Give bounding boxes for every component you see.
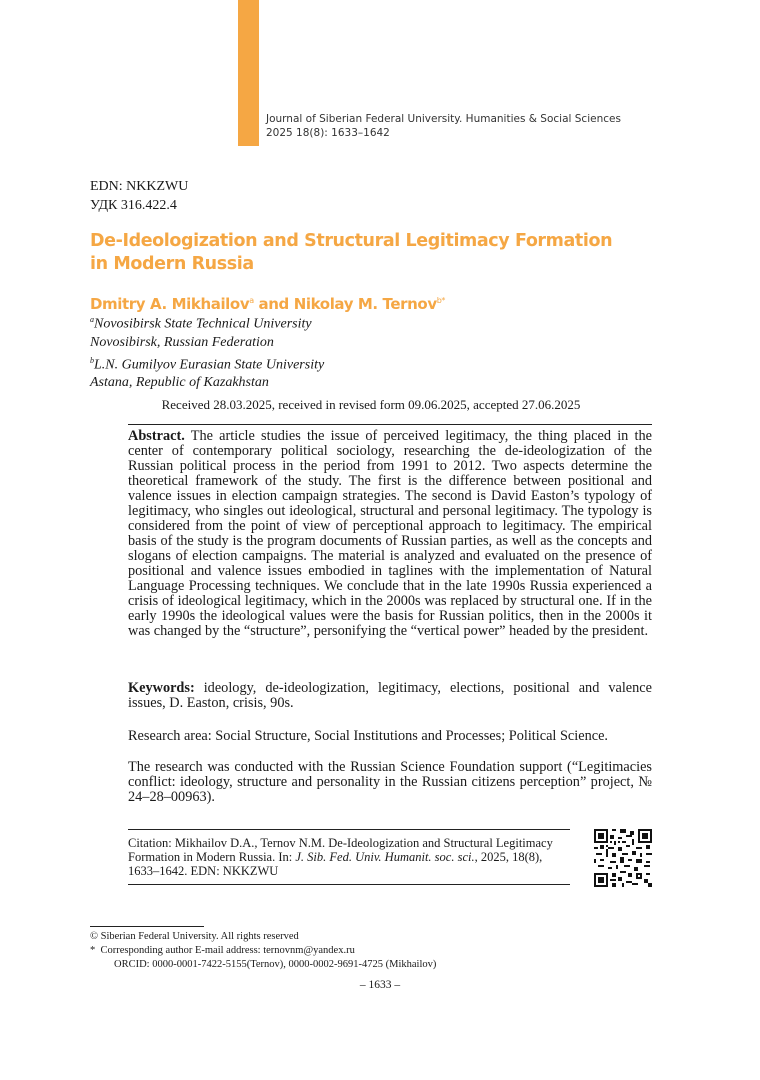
- affiliation-line: $^b$L.N. Gumilyov Eurasian State University: [90, 355, 325, 373]
- footnote-rule: [90, 926, 204, 927]
- keywords: [128, 681, 652, 711]
- journal-issue: 2025 18(8): 1633–1642: [266, 127, 390, 139]
- author-2: Nikolay M. Ternov: [293, 295, 437, 313]
- affiliation-line: $^a$Novosibirsk State Technical University: [90, 315, 312, 332]
- title-line-1: De-Ideologization and Structural Legitimacy Formation: [90, 231, 613, 251]
- author-1-affiliation-mark: a: [249, 296, 254, 305]
- citation-bottom-rule: [128, 884, 570, 885]
- abstract: [128, 429, 652, 639]
- citation: Citation: Mikhailov D.A., Ternov N.M. De-Ideologization and Structural Legitimacy Formation in Modern Russia. In: J. Sib. Fed. Univ. Humanit. soc. sci., 2025, 18(8), 1633–1642. EDN: NKKZWU: [128, 836, 553, 878]
- edn-code: EDN: NKKZWU: [90, 179, 189, 194]
- author-1: Dmitry A. Mikhailov: [90, 295, 250, 313]
- received-dates: Received 28.03.2025, received in revised form 09.06.2025, accepted 27.06.2025: [161, 397, 581, 412]
- abstract-label: Abstract.: [128, 428, 185, 444]
- page-number: – 1633 –: [359, 979, 401, 991]
- affiliation-line: Novosibirsk, Russian Federation: [90, 334, 274, 350]
- citation-journal: J. Sib. Fed. Univ. Humanit. soc. sci.: [295, 850, 475, 864]
- journal-header: [266, 112, 621, 140]
- footnotes: [90, 930, 436, 972]
- article-title: [90, 230, 650, 276]
- corresponding-author-note: * Corresponding author E-mail address: ternovnm@yandex.ru: [90, 945, 355, 956]
- research-area: Research area: Social Structure, Social Institutions and Processes; Political Science.: [128, 728, 609, 744]
- orcid-note: ORCID: 0000-0001-7422-5155(Ternov), 0000-0002-9691-4725 (Mikhailov): [114, 959, 437, 970]
- copyright-note: © Siberian Federal University. All rights reserved: [90, 931, 299, 942]
- citation-top-rule: [128, 829, 570, 830]
- udk-code: УДК 316.422.4: [90, 198, 177, 213]
- funding-note: The research was conducted with the Russian Science Foundation support (“Legitimacies conflict: ideology, structure and personality in the Russian citizens perception” project, № 24–28–00963).: [128, 759, 652, 805]
- affiliation-line: Astana, Republic of Kazakhstan: [90, 375, 269, 391]
- qr-code[interactable]: [594, 829, 652, 887]
- author-2-affiliation-mark: b*: [436, 296, 445, 305]
- title-line-2: in Modern Russia: [90, 254, 254, 274]
- author-conjunction: and: [253, 295, 294, 313]
- keywords-text: ideology, de-ideologization, legitimacy, elections, positional and valence issues, D. Easton, crisis, 90s.: [128, 680, 652, 711]
- abstract-top-rule: [128, 424, 652, 425]
- abstract-text: The article studies the issue of perceived legitimacy, the thing placed in the center of contemporary political sociology, researching the de-ideologization of the Russian political process in the period from 1991 to 2012. Two aspects determine the theoretical framework of the study. The first is the difference between positional and valence issues in election campaign strategies. The second is David Easton’s typology of legitimacy, who singles out ideological, structural and personal legitimacy. The typology is considered from the point of view of perceptional approach to legitimacy. The empirical basis of the study is the program documents of Russian parties, as well as the concepts and slogans of election campaigns. The material is analyzed and evaluated on the presence of positional and valence issues embodied in taglines with the implementation of Natural Language Processing techniques. We conclude that in the late 1990s Russia experienced a crisis of ideological legitimacy, which in the 2000s was replaced by structural one. If in the early 1990s the ideological values were the basis for Russian politics, then in the 2000s it was changed by the “structure”, personifying the “vertical power” headed by the president.: [128, 428, 652, 639]
- header-accent-bar: [238, 0, 259, 146]
- identifier-codes: [90, 177, 188, 215]
- affiliations: [90, 311, 324, 392]
- journal-name: Journal of Siberian Federal University. Humanities & Social Sciences: [266, 113, 621, 125]
- keywords-label: Keywords:: [128, 680, 195, 696]
